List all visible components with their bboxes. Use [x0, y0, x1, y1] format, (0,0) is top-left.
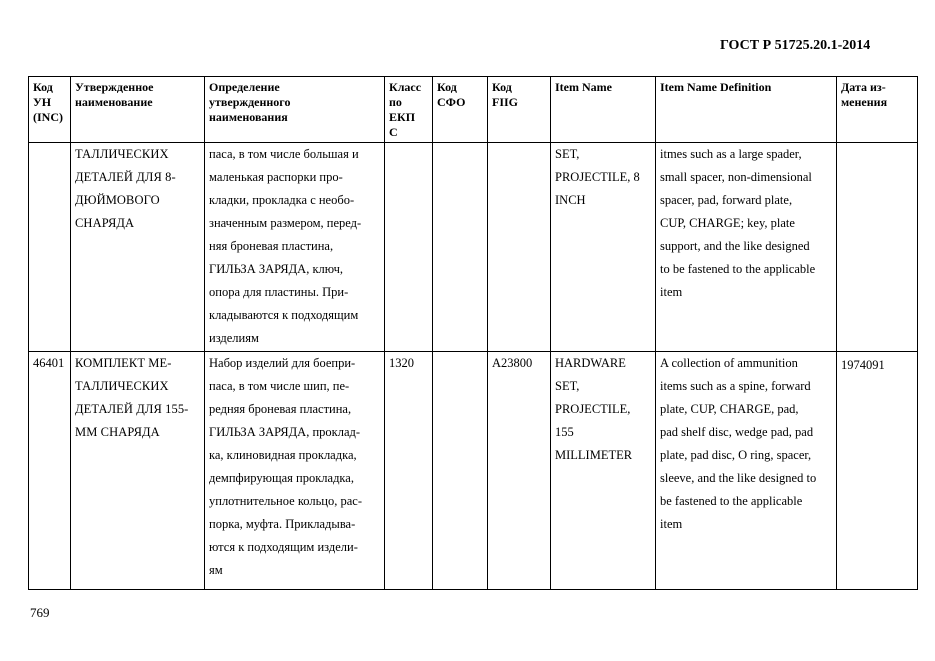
- cell-line: MILLIMETER: [555, 448, 633, 462]
- cell-line: 46401: [33, 356, 65, 370]
- cell-line: spacer, pad, forward plate,: [660, 193, 793, 207]
- cell-line: itmes such as a large spader,: [660, 147, 802, 161]
- cell-change-date: [837, 352, 918, 590]
- cell-line: 1320: [389, 356, 414, 370]
- cell-line: PROJECTILE, 8: [555, 170, 640, 184]
- header-sfo: [433, 77, 488, 143]
- header-approved-name: [71, 77, 205, 143]
- cell-line: SET,: [555, 147, 580, 161]
- cell-line: A collection of ammunition: [660, 356, 798, 370]
- cell-line: Утвержденное: [75, 80, 154, 94]
- cell-line: CUP, CHARGE; key, plate: [660, 216, 795, 230]
- cell-line: item: [660, 517, 683, 531]
- cell-sfo: [433, 143, 488, 352]
- cell-line: няя броневая пластина,: [209, 239, 334, 253]
- cell-item-name: [551, 143, 656, 352]
- cell-inc: [29, 352, 71, 590]
- cell-line: ДЮЙМОВОГО: [75, 193, 160, 207]
- cell-line: кладываются к подходящим: [209, 308, 359, 322]
- header-item-name: [551, 77, 656, 143]
- cell-line: ям: [209, 563, 223, 577]
- cell-line: SET,: [555, 379, 580, 393]
- cell-line: ТАЛЛИЧЕСКИХ: [75, 379, 169, 393]
- cell-ekp-class: [385, 143, 433, 352]
- header-inc: [29, 77, 71, 143]
- cell-line: ДЕТАЛЕЙ ДЛЯ 155-: [75, 402, 189, 416]
- cell-line: ГИЛЬЗА ЗАРЯДА, ключ,: [209, 262, 344, 276]
- cell-line: СФО: [437, 95, 466, 109]
- header-fiig: [488, 77, 551, 143]
- cell-line: ТАЛЛИЧЕСКИХ: [75, 147, 169, 161]
- cell-fiig: [488, 352, 551, 590]
- cell-line: Код: [33, 80, 53, 94]
- cell-line: опора для пластины. При-: [209, 285, 349, 299]
- cell-line: ГИЛЬЗА ЗАРЯДА, проклад-: [209, 425, 361, 439]
- document-title: ГОСТ Р 51725.20.1-2014: [720, 38, 871, 53]
- cell-inc: [29, 143, 71, 352]
- cell-sfo: [433, 352, 488, 590]
- page-number: 769: [30, 605, 50, 620]
- cell-approved-name: [71, 352, 205, 590]
- cell-definition: [205, 352, 385, 590]
- cell-line: item: [660, 285, 683, 299]
- cell-line: items such as a spine, forward: [660, 379, 811, 393]
- cell-line: КОМПЛЕКТ МЕ-: [75, 356, 172, 370]
- cell-line: Код: [437, 80, 457, 94]
- cell-line: изделиям: [209, 331, 259, 345]
- cell-line: наименования: [209, 110, 288, 124]
- cell-item-definition: [656, 352, 837, 590]
- cell-ekp-class: [385, 352, 433, 590]
- table-row: [29, 143, 918, 352]
- cell-line: значенным размером, перед-: [209, 216, 362, 230]
- table-row: [29, 352, 918, 590]
- cell-approved-name: [71, 143, 205, 352]
- cell-line: 1974091: [841, 358, 885, 372]
- header-definition: [205, 77, 385, 143]
- cell-line: СНАРЯДА: [75, 216, 135, 230]
- cell-line: менения: [841, 95, 888, 109]
- cell-line: Дата из-: [841, 80, 886, 94]
- cell-line: ются к подходящим издели-: [209, 540, 358, 554]
- cell-line: INCH: [555, 193, 586, 207]
- cell-line: ЕКП: [389, 110, 416, 124]
- cell-line: to be fastened to the applicable: [660, 262, 816, 276]
- cell-line: HARDWARE: [555, 356, 626, 370]
- cell-fiig: [488, 143, 551, 352]
- cell-line: кладки, прокладка с необо-: [209, 193, 355, 207]
- cell-line: по: [389, 95, 402, 109]
- header-ekp-class: [385, 77, 433, 143]
- cell-line: (INC): [33, 110, 63, 124]
- cell-line: ка, клиновидная прокладка,: [209, 448, 357, 462]
- cell-change-date: [837, 143, 918, 352]
- cell-line: С: [389, 125, 398, 139]
- header-change-date: [837, 77, 918, 143]
- cell-line: sleeve, and the like designed to: [660, 471, 817, 485]
- cell-line: support, and the like designed: [660, 239, 810, 253]
- cell-line: Класс: [389, 80, 422, 94]
- cell-line: plate, pad disc, O ring, spacer,: [660, 448, 812, 462]
- cell-line: ММ СНАРЯДА: [75, 425, 160, 439]
- cell-line: наименование: [75, 95, 153, 109]
- cell-line: PROJECTILE,: [555, 402, 631, 416]
- cell-line: Код: [492, 80, 512, 94]
- cell-line: pad shelf disc, wedge pad, pad: [660, 425, 814, 439]
- cell-line: порка, муфта. Прикладыва-: [209, 517, 356, 531]
- cell-line: 155: [555, 425, 574, 439]
- cell-line: Item Name Definition: [660, 80, 772, 94]
- classification-table: [28, 76, 918, 590]
- header-row: [29, 77, 918, 143]
- cell-line: plate, CUP, CHARGE, pad,: [660, 402, 799, 416]
- cell-line: демпфирующая прокладка,: [209, 471, 354, 485]
- cell-line: Определение: [209, 80, 280, 94]
- cell-line: уплотнительное кольцо, рас-: [209, 494, 362, 508]
- cell-line: Item Name: [555, 80, 612, 94]
- cell-item-name: [551, 352, 656, 590]
- cell-line: small spacer, non-dimensional: [660, 170, 812, 184]
- cell-definition: [205, 143, 385, 352]
- cell-line: УН: [33, 95, 52, 109]
- cell-line: ДЕТАЛЕЙ ДЛЯ 8-: [75, 170, 176, 184]
- cell-line: утвержденного: [209, 95, 291, 109]
- cell-line: Набор изделий для боепри-: [209, 356, 356, 370]
- cell-line: FIIG: [492, 95, 519, 109]
- cell-line: паса, в том числе большая и: [209, 147, 359, 161]
- cell-line: be fastened to the applicable: [660, 494, 803, 508]
- cell-line: редняя броневая пластина,: [209, 402, 352, 416]
- cell-line: A23800: [492, 356, 533, 370]
- cell-line: маленькая распорки про-: [209, 170, 343, 184]
- cell-item-definition: [656, 143, 837, 352]
- cell-line: паса, в том числе шип, пе-: [209, 379, 350, 393]
- header-item-definition: [656, 77, 837, 143]
